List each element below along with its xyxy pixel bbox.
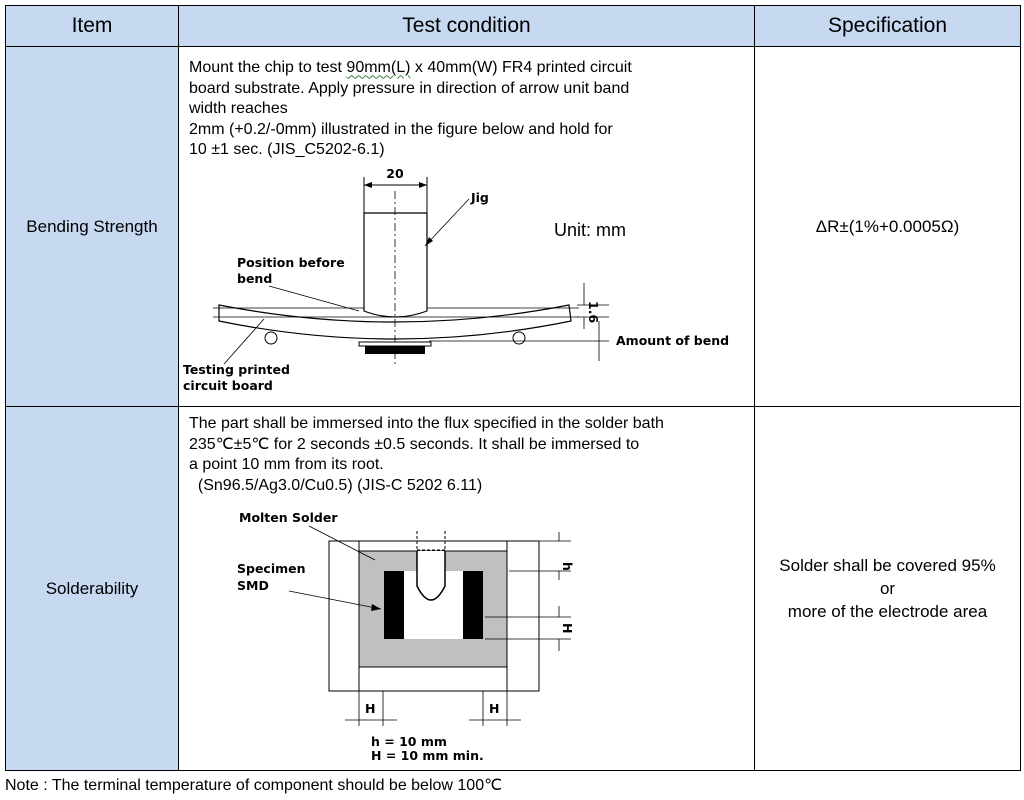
- dim-20-label: 20: [386, 165, 404, 181]
- position-before-label: Position before: [237, 254, 345, 270]
- H-note: H = 10 mm min.: [371, 748, 484, 763]
- h-large-right-label: H: [560, 623, 575, 634]
- test-spec-table: [5, 5, 1021, 771]
- unit-label: Unit: mm: [554, 219, 626, 240]
- testing-board-label: Testing printed: [183, 361, 290, 377]
- spec-solderability: [755, 407, 1021, 771]
- spec-line: or: [879, 579, 896, 598]
- item-bending-strength: Bending Strength: [6, 47, 179, 407]
- bending-diagram: [179, 161, 749, 398]
- condition-line: 235℃±5℃ for 2 seconds ±0.5 seconds. It shall be immersed to: [189, 435, 640, 453]
- jig-label: Jig: [471, 189, 489, 205]
- condition-line: a point 10 mm from its root.: [189, 456, 384, 473]
- spellcheck-underline: 90mm(L): [346, 59, 411, 77]
- h-note: h = 10 mm: [371, 734, 447, 749]
- solderability-diagram: [179, 496, 749, 766]
- condition-line: The part shall be immersed into the flux specified in the solder bath: [189, 415, 664, 432]
- header-item: Item: [6, 6, 179, 47]
- h-small-label: h: [560, 562, 575, 571]
- amount-of-bend-label: Amount of bend: [616, 332, 730, 348]
- condition-bending-strength: [179, 47, 755, 407]
- condition-line: Mount the chip to test 90mm(L) x 40mm(W) FR4 printed circuit: [189, 59, 632, 77]
- h-right-label: H: [489, 701, 500, 716]
- spec-bending-strength: ΔR±(1%+0.0005Ω): [755, 47, 1021, 407]
- solderability-figure: [179, 496, 754, 766]
- molten-solder-label: Molten Solder: [239, 510, 338, 525]
- testing-board-label: circuit board: [183, 377, 273, 393]
- spec-line: Solder shall be covered 95%: [779, 556, 996, 575]
- condition-line: 2mm (+0.2/-0mm) illustrated in the figure below and hold for: [189, 120, 613, 138]
- specimen-label: Specimen: [237, 561, 306, 576]
- h-left-label: H: [365, 701, 376, 716]
- spec-line: more of the electrode area: [787, 602, 988, 621]
- dim-1-6-label: 1.6: [586, 300, 601, 323]
- condition-line: width reaches: [189, 100, 288, 118]
- footnote: Note : The terminal temperature of component should be below 100℃: [5, 777, 503, 794]
- table-row: [6, 407, 1021, 771]
- condition-line: (Sn96.5/Ag3.0/Cu0.5) (JIS-C 5202 6.11): [189, 476, 483, 494]
- condition-line: 10 ±1 sec. (JIS_C5202-6.1): [189, 141, 385, 159]
- specimen-label: SMD: [237, 578, 269, 593]
- header-row: [6, 6, 1021, 47]
- header-specification: Specification: [755, 6, 1021, 47]
- header-test-condition: Test condition: [179, 6, 755, 47]
- item-solderability: Solderability: [6, 407, 179, 771]
- condition-solderability: [179, 407, 755, 771]
- condition-text: [179, 411, 754, 496]
- position-before-label: bend: [237, 270, 273, 286]
- table-row: [6, 47, 1021, 407]
- bending-figure: [179, 161, 754, 398]
- condition-line: board substrate. Apply pressure in direction of arrow unit band: [189, 79, 630, 97]
- condition-text: [179, 55, 754, 161]
